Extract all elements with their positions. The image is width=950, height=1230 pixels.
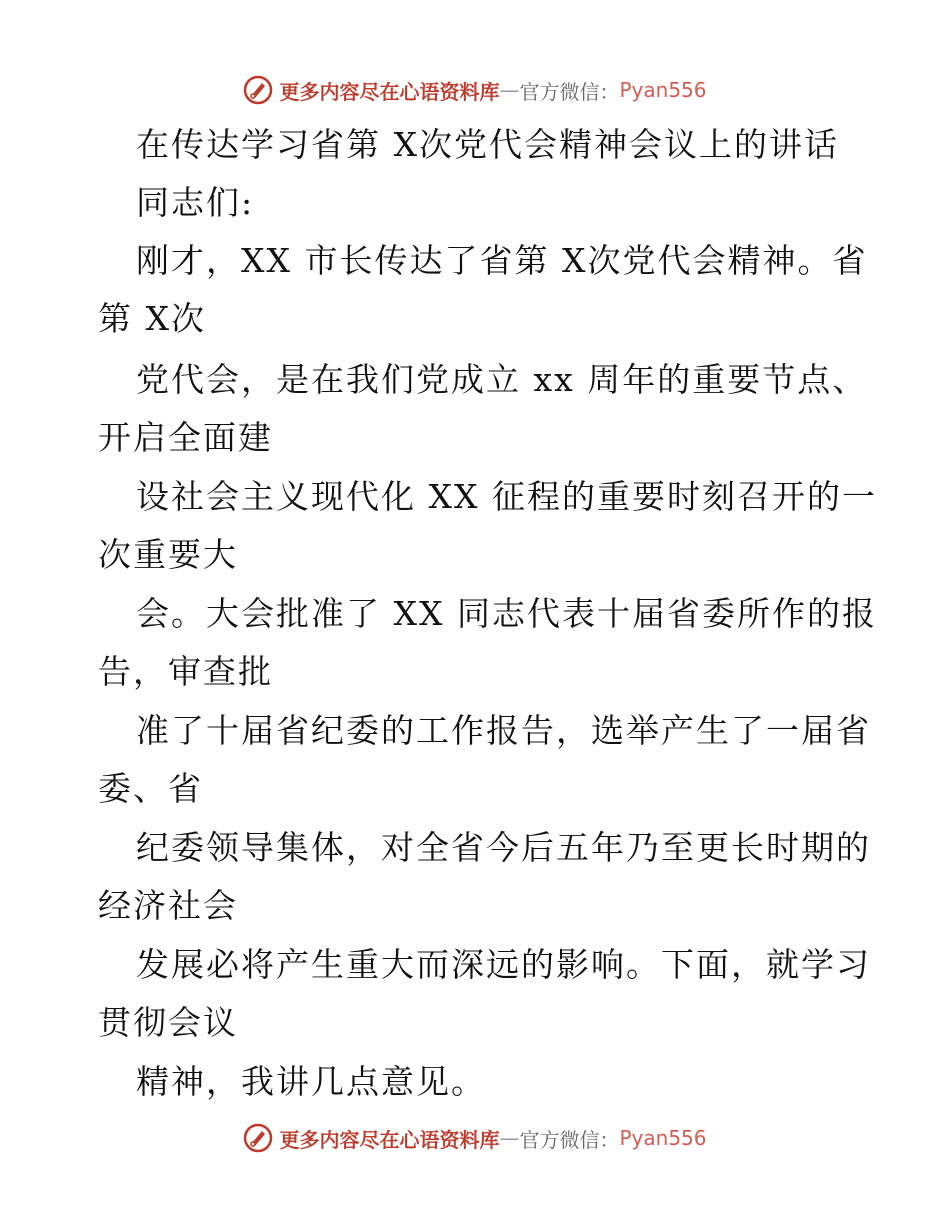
text-line: 会。大会批准了 XX 同志代表十届省委所作的报: [136, 594, 877, 633]
text-line: 经济社会: [98, 886, 238, 925]
text-line: 告，审查批: [98, 652, 273, 691]
text-line: 精神，我讲几点意见。: [136, 1062, 486, 1101]
text-line: 同志们:: [136, 183, 255, 222]
logo-icon: [243, 75, 273, 105]
watermark-handle: Pyan556: [619, 78, 707, 102]
text-line: 委、省: [98, 769, 203, 808]
watermark-brand: 更多内容尽在心语资料库: [279, 1127, 500, 1152]
text-line: 准了十届省纪委的工作报告，选举产生了一届省: [136, 711, 871, 750]
watermark-label: 官方微信：: [519, 1127, 620, 1152]
logo-icon: [243, 1123, 273, 1153]
text-line: 第 X次: [98, 299, 206, 338]
watermark-header: [0, 70, 950, 110]
text-line: 次重要大: [98, 535, 238, 574]
text-line: 贯彻会议: [98, 1003, 238, 1042]
watermark-label: 官方微信：: [519, 79, 620, 104]
watermark-separator: —: [499, 1126, 520, 1150]
watermark-separator: —: [499, 78, 520, 102]
text-line: 开启全面建: [98, 418, 273, 457]
watermark-brand: 更多内容尽在心语资料库: [279, 79, 500, 104]
text-line: 发展必将产生重大而深远的影响。下面，就学习: [136, 945, 871, 984]
text-line: 纪委领导集体，对全省今后五年乃至更长时期的: [136, 828, 871, 867]
watermark-handle: Pyan556: [619, 1126, 707, 1150]
text-line: 党代会，是在我们党成立 xx 周年的重要节点、: [136, 360, 868, 399]
text-line: 设社会主义现代化 XX 征程的重要时刻召开的一: [136, 477, 877, 516]
document-title: 在传达学习省第 X次党代会精神会议上的讲话: [136, 125, 839, 164]
text-line: 刚才，XX 市长传达了省第 X次党代会精神。省: [136, 241, 868, 280]
watermark-footer: [0, 1118, 950, 1158]
